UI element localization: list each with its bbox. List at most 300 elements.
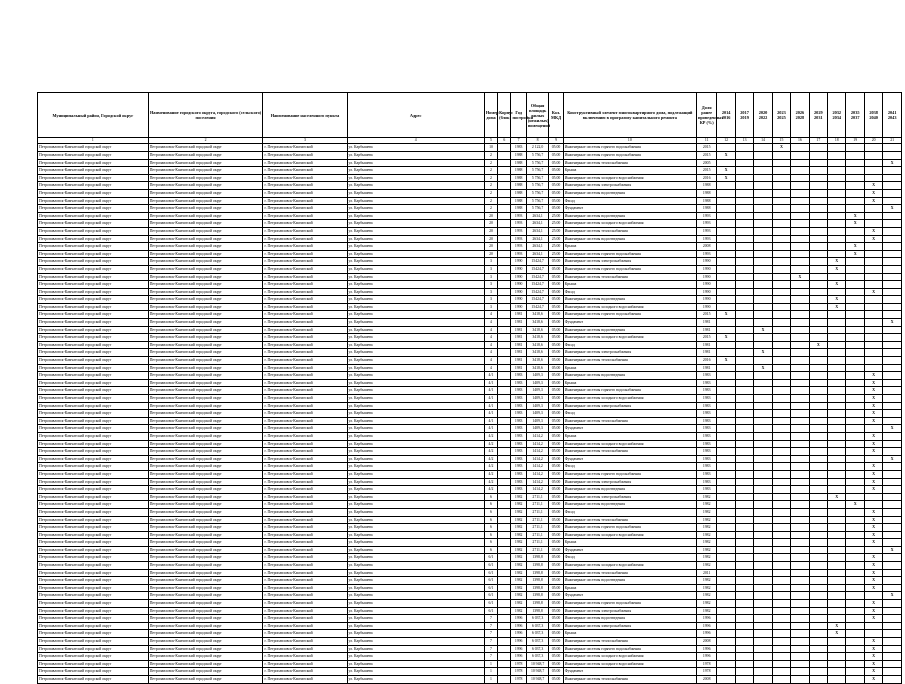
table-cell: 1982	[696, 493, 716, 501]
period-cell	[846, 144, 864, 152]
period-cell	[846, 235, 864, 243]
table-row	[38, 379, 902, 387]
table-cell: ул. Карбышева	[347, 341, 484, 349]
table-row	[38, 349, 902, 357]
table-cell: 1990	[511, 296, 526, 304]
table-cell: ул. Карбышева	[347, 159, 484, 167]
table-cell: Петропавловск-Камчатский городской округ	[38, 531, 149, 539]
period-cell	[864, 334, 882, 342]
table-cell: 25.00	[549, 212, 563, 220]
table-row	[38, 653, 902, 661]
table-cell	[498, 546, 511, 554]
table-cell: 1988	[511, 174, 526, 182]
table-cell: Петропавловск-Камчатский городской округ	[38, 425, 149, 433]
period-cell	[772, 607, 790, 615]
table-cell: 1988	[511, 189, 526, 197]
table-cell: Петропавловск-Камчатский городской округ	[38, 508, 149, 516]
period-cell	[828, 357, 846, 365]
period-cell	[772, 539, 790, 547]
table-cell: ул. Карбышева	[347, 174, 484, 182]
period-cell	[809, 357, 827, 365]
table-cell	[498, 220, 511, 228]
table-cell	[498, 440, 511, 448]
table-cell: ул. Карбышева	[347, 577, 484, 585]
period-cell	[883, 288, 902, 296]
period-cell	[772, 174, 790, 182]
table-cell: г. Петропавловск-Камчатский	[263, 584, 347, 592]
period-cell: X	[864, 463, 882, 471]
period-cell	[809, 531, 827, 539]
period-cell	[754, 296, 772, 304]
table-row	[38, 152, 902, 160]
table-cell: 1978	[511, 660, 526, 668]
period-cell	[828, 341, 846, 349]
table-cell: ул. Карбышева	[347, 493, 484, 501]
table-cell: 05.00	[549, 524, 563, 532]
table-cell: 5 756,7	[526, 189, 549, 197]
table-cell: 1990	[696, 303, 716, 311]
table-cell: Петропавловск-Камчатский городской округ	[38, 615, 149, 623]
table-cell: ул. Карбышева	[347, 448, 484, 456]
column-number: 1	[38, 138, 149, 144]
period-cell	[772, 562, 790, 570]
table-cell: Петропавловск-Камчатский городской округ	[148, 615, 263, 623]
table-cell: Петропавловск-Камчатский городской округ	[148, 531, 263, 539]
table-cell: Инженерные системы водоотведения	[563, 501, 696, 509]
period-cell	[809, 463, 827, 471]
table-cell: ул. Карбышева	[347, 273, 484, 281]
table-cell: Петропавловск-Камчатский городской округ	[38, 341, 149, 349]
table-cell: г. Петропавловск-Камчатский	[263, 220, 347, 228]
period-cell	[883, 372, 902, 380]
table-cell: 05.00	[549, 144, 563, 152]
table-cell: 05.00	[549, 341, 563, 349]
table-cell: ул. Карбышева	[347, 417, 484, 425]
table-cell: ул. Карбышева	[347, 432, 484, 440]
period-cell: X	[864, 562, 882, 570]
table-cell: 1414,2	[526, 486, 549, 494]
period-cell	[791, 220, 809, 228]
table-row	[38, 440, 902, 448]
period-cell	[809, 174, 827, 182]
table-cell: Петропавловск-Камчатский городской округ	[148, 387, 263, 395]
period-cell	[791, 478, 809, 486]
period-cell	[754, 660, 772, 668]
table-cell	[498, 493, 511, 501]
table-cell: г. Петропавловск-Камчатский	[263, 668, 347, 676]
period-cell	[846, 524, 864, 532]
period-cell	[754, 486, 772, 494]
table-cell: 4	[484, 349, 497, 357]
table-cell	[498, 349, 511, 357]
table-cell: 2634,1	[526, 212, 549, 220]
period-cell	[846, 539, 864, 547]
table-cell: Петропавловск-Камчатский городской округ	[38, 235, 149, 243]
period-cell	[717, 159, 735, 167]
period-cell	[717, 372, 735, 380]
table-cell: Инженерные системы теплоснабжения	[563, 417, 696, 425]
period-cell	[828, 159, 846, 167]
table-cell: 05.00	[549, 645, 563, 653]
period-cell	[772, 493, 790, 501]
period-cell	[772, 577, 790, 585]
period-cell	[883, 615, 902, 623]
period-cell	[791, 341, 809, 349]
period-cell	[846, 622, 864, 630]
period-cell	[846, 197, 864, 205]
period-cell: X	[828, 493, 846, 501]
period-cell	[754, 265, 772, 273]
table-cell: г. Петропавловск-Камчатский	[263, 516, 347, 524]
period-cell	[883, 144, 902, 152]
table-cell: 05.00	[549, 463, 563, 471]
period-cell	[846, 311, 864, 319]
period-cell	[735, 265, 753, 273]
period-cell	[735, 478, 753, 486]
period-cell	[828, 470, 846, 478]
column-header: Конструктивный элемент многоквартирного дома, подлежащий включению в программу капитального ремонта	[563, 93, 696, 138]
table-cell: Инженерные системы горячего водоснабжения	[563, 152, 696, 160]
table-cell: 1981	[511, 311, 526, 319]
table-cell: Петропавловск-Камчатский городской округ	[148, 174, 263, 182]
table-cell: Петропавловск-Камчатский городской округ	[148, 402, 263, 410]
table-cell: Крыша	[563, 243, 696, 251]
period-cell	[772, 569, 790, 577]
table-cell: г. Петропавловск-Камчатский	[263, 303, 347, 311]
column-header: Кол. МКД	[549, 93, 563, 138]
table-cell: 1983	[696, 486, 716, 494]
table-cell: 1981	[696, 349, 716, 357]
table-cell: ул. Карбышева	[347, 379, 484, 387]
table-cell	[498, 174, 511, 182]
table-cell: г. Петропавловск-Камчатский	[263, 615, 347, 623]
table-cell: ул. Карбышева	[347, 455, 484, 463]
period-cell	[754, 455, 772, 463]
period-cell	[772, 410, 790, 418]
period-cell	[772, 326, 790, 334]
table-cell: Петропавловск-Камчатский городской округ	[38, 288, 149, 296]
period-cell	[864, 152, 882, 160]
table-cell	[498, 167, 511, 175]
period-cell	[846, 288, 864, 296]
table-cell: Петропавловск-Камчатский городской округ	[38, 311, 149, 319]
table-cell: 1982	[696, 516, 716, 524]
table-cell: ул. Карбышева	[347, 387, 484, 395]
period-cell	[791, 448, 809, 456]
period-cell	[754, 653, 772, 661]
table-cell: Петропавловск-Камчатский городской округ	[38, 227, 149, 235]
table-cell: Петропавловск-Камчатский городской округ	[148, 288, 263, 296]
table-cell: ул. Карбышева	[347, 189, 484, 197]
table-cell: 05.00	[549, 577, 563, 585]
period-cell	[754, 189, 772, 197]
period-cell	[846, 463, 864, 471]
period-cell	[772, 334, 790, 342]
period-cell	[754, 288, 772, 296]
column-number: 15	[772, 138, 790, 144]
table-cell: г. Петропавловск-Камчатский	[263, 152, 347, 160]
period-cell	[809, 592, 827, 600]
table-row	[38, 220, 902, 228]
table-cell: Инженерные системы горячего водоснабжения	[563, 470, 696, 478]
table-cell: 1993	[511, 235, 526, 243]
table-cell: Петропавловск-Камчатский городской округ	[38, 265, 149, 273]
table-cell: Петропавловск-Камчатский городской округ	[148, 455, 263, 463]
table-cell: 4/2	[484, 440, 497, 448]
period-cell: X	[864, 653, 882, 661]
period-cell: X	[864, 395, 882, 403]
period-cell	[864, 425, 882, 433]
period-cell: X	[828, 281, 846, 289]
table-cell: Инженерные системы холодного водоснабжения	[563, 562, 696, 570]
table-cell: Петропавловск-Камчатский городской округ	[38, 524, 149, 532]
table-cell: ул. Карбышева	[347, 660, 484, 668]
table-cell: 1982	[511, 546, 526, 554]
period-cell	[846, 379, 864, 387]
table-cell: 6/1	[484, 577, 497, 585]
table-cell: Петропавловск-Камчатский городской округ	[38, 630, 149, 638]
period-cell	[883, 174, 902, 182]
period-cell: X	[717, 167, 735, 175]
table-cell: 6/1	[484, 600, 497, 608]
period-cell	[717, 432, 735, 440]
period-cell	[754, 250, 772, 258]
column-header: Муниципальный район, Городской округ	[38, 93, 149, 138]
period-cell	[791, 174, 809, 182]
period-cell	[717, 379, 735, 387]
table-cell: 4/2	[484, 478, 497, 486]
period-cell	[864, 592, 882, 600]
period-cell	[828, 675, 846, 683]
table-cell: г. Петропавловск-Камчатский	[263, 508, 347, 516]
table-cell: Инженерные системы теплоснабжения	[563, 569, 696, 577]
period-cell: X	[864, 288, 882, 296]
table-cell: 1414,2	[526, 432, 549, 440]
period-cell	[809, 379, 827, 387]
table-cell	[498, 432, 511, 440]
table-cell	[498, 638, 511, 646]
period-cell	[754, 524, 772, 532]
table-cell: Инженерные системы водоотведения	[563, 615, 696, 623]
table-cell: 05.00	[549, 379, 563, 387]
period-cell	[735, 402, 753, 410]
table-row	[38, 311, 902, 319]
period-cell	[828, 379, 846, 387]
table-cell: 1414,2	[526, 440, 549, 448]
table-cell: 1978	[696, 660, 716, 668]
period-cell: X	[717, 334, 735, 342]
table-cell: 1990	[696, 288, 716, 296]
period-cell	[809, 281, 827, 289]
period-cell	[754, 379, 772, 387]
table-cell: Петропавловск-Камчатский городской округ	[38, 395, 149, 403]
table-cell: 1982	[511, 501, 526, 509]
table-cell: 10 948,7	[526, 675, 549, 683]
table-cell: 4/1	[484, 372, 497, 380]
table-cell: г. Петропавловск-Камчатский	[263, 212, 347, 220]
table-row	[38, 174, 902, 182]
period-cell	[717, 258, 735, 266]
table-cell: 1981	[511, 326, 526, 334]
table-cell: 4	[484, 341, 497, 349]
period-cell	[864, 319, 882, 327]
table-cell	[498, 448, 511, 456]
table-cell: Петропавловск-Камчатский городской округ	[38, 364, 149, 372]
table-cell: 4/2	[484, 432, 497, 440]
table-cell: Петропавловск-Камчатский городской округ	[148, 296, 263, 304]
period-cell	[754, 562, 772, 570]
period-cell	[846, 638, 864, 646]
period-cell	[717, 402, 735, 410]
table-cell: 1978	[511, 675, 526, 683]
period-cell	[791, 197, 809, 205]
period-cell	[809, 212, 827, 220]
table-cell: г. Петропавловск-Камчатский	[263, 577, 347, 585]
period-cell	[864, 622, 882, 630]
table-cell: Петропавловск-Камчатский городской округ	[38, 478, 149, 486]
period-cell	[735, 197, 753, 205]
period-cell	[846, 600, 864, 608]
period-cell	[828, 197, 846, 205]
period-cell	[883, 258, 902, 266]
table-cell: Петропавловск-Камчатский городской округ	[148, 569, 263, 577]
table-cell: 1993	[511, 227, 526, 235]
table-cell: 2015	[696, 334, 716, 342]
period-cell	[717, 235, 735, 243]
table-row	[38, 675, 902, 683]
table-cell: Петропавловск-Камчатский городской округ	[148, 311, 263, 319]
table-cell: Петропавловск-Камчатский городской округ	[148, 182, 263, 190]
table-cell: 05.00	[549, 372, 563, 380]
table-cell: 7	[484, 615, 497, 623]
table-cell	[498, 273, 511, 281]
period-cell	[791, 319, 809, 327]
period-cell: X	[883, 205, 902, 213]
table-row	[38, 592, 902, 600]
period-cell: X	[864, 600, 882, 608]
period-cell	[864, 326, 882, 334]
period-cell	[735, 432, 753, 440]
table-cell: 1983	[511, 432, 526, 440]
period-cell	[717, 508, 735, 516]
table-cell: Петропавловск-Камчатский городской округ	[148, 212, 263, 220]
table-cell: 3418,6	[526, 319, 549, 327]
table-cell: г. Петропавловск-Камчатский	[263, 645, 347, 653]
table-cell: 1996	[511, 630, 526, 638]
table-cell: 2008	[696, 638, 716, 646]
table-cell: 05.00	[549, 265, 563, 273]
table-row	[38, 531, 902, 539]
table-cell: 20	[484, 250, 497, 258]
table-cell: 1990	[511, 303, 526, 311]
table-cell: 4/1	[484, 387, 497, 395]
period-cell	[864, 205, 882, 213]
period-cell	[717, 326, 735, 334]
table-cell: Петропавловск-Камчатский городской округ	[148, 334, 263, 342]
period-cell	[717, 417, 735, 425]
period-cell	[772, 281, 790, 289]
period-cell	[846, 349, 864, 357]
column-header: 2026 2028	[791, 93, 809, 138]
table-cell: Инженерные системы горячего водоснабжения	[563, 600, 696, 608]
period-cell: X	[828, 258, 846, 266]
table-cell: ул. Карбышева	[347, 212, 484, 220]
column-header: Общая площадь жилых (нежилых) помещений	[526, 93, 549, 138]
table-cell: Петропавловск-Камчатский городской округ	[148, 205, 263, 213]
period-cell	[864, 349, 882, 357]
period-cell	[772, 319, 790, 327]
table-cell: 1981	[696, 341, 716, 349]
period-cell: X	[864, 402, 882, 410]
table-cell: Инженерные системы водоотведения	[563, 235, 696, 243]
table-cell	[498, 524, 511, 532]
table-cell: 1996	[696, 630, 716, 638]
period-cell	[846, 152, 864, 160]
table-cell: ул. Карбышева	[347, 197, 484, 205]
table-cell: 2015	[696, 311, 716, 319]
table-cell: 05.00	[549, 539, 563, 547]
period-cell	[735, 220, 753, 228]
table-cell: 05.00	[549, 319, 563, 327]
period-cell	[717, 189, 735, 197]
table-row	[38, 296, 902, 304]
table-row	[38, 273, 902, 281]
period-cell	[735, 319, 753, 327]
period-cell	[828, 607, 846, 615]
table-cell: Петропавловск-Камчатский городской округ	[38, 516, 149, 524]
table-cell: 1409,3	[526, 387, 549, 395]
table-cell: г. Петропавловск-Камчатский	[263, 349, 347, 357]
table-cell: г. Петропавловск-Камчатский	[263, 334, 347, 342]
period-cell	[735, 645, 753, 653]
table-cell: 4/2	[484, 455, 497, 463]
table-row	[38, 607, 902, 615]
period-cell	[846, 205, 864, 213]
period-cell	[754, 516, 772, 524]
period-cell	[883, 493, 902, 501]
table-cell: ул. Карбышева	[347, 364, 484, 372]
period-cell	[828, 554, 846, 562]
period-cell	[717, 197, 735, 205]
period-cell: X	[846, 220, 864, 228]
period-cell: X	[864, 508, 882, 516]
period-cell	[754, 258, 772, 266]
period-cell	[828, 546, 846, 554]
table-cell: 1993	[696, 220, 716, 228]
table-cell: Петропавловск-Камчатский городской округ	[38, 584, 149, 592]
period-cell	[772, 311, 790, 319]
period-cell	[846, 265, 864, 273]
period-cell	[809, 402, 827, 410]
table-cell: 1982	[696, 554, 716, 562]
table-cell: Петропавловск-Камчатский городской округ	[148, 653, 263, 661]
period-cell	[735, 243, 753, 251]
period-cell	[735, 387, 753, 395]
table-cell: Крыша	[563, 432, 696, 440]
table-cell: 4	[484, 364, 497, 372]
period-cell	[883, 311, 902, 319]
table-cell: 1982	[696, 607, 716, 615]
period-cell	[828, 569, 846, 577]
period-cell: X	[883, 159, 902, 167]
period-cell	[846, 258, 864, 266]
period-cell	[809, 227, 827, 235]
period-cell: X	[864, 417, 882, 425]
period-cell	[791, 395, 809, 403]
table-cell	[498, 516, 511, 524]
period-cell	[735, 463, 753, 471]
table-cell	[498, 281, 511, 289]
